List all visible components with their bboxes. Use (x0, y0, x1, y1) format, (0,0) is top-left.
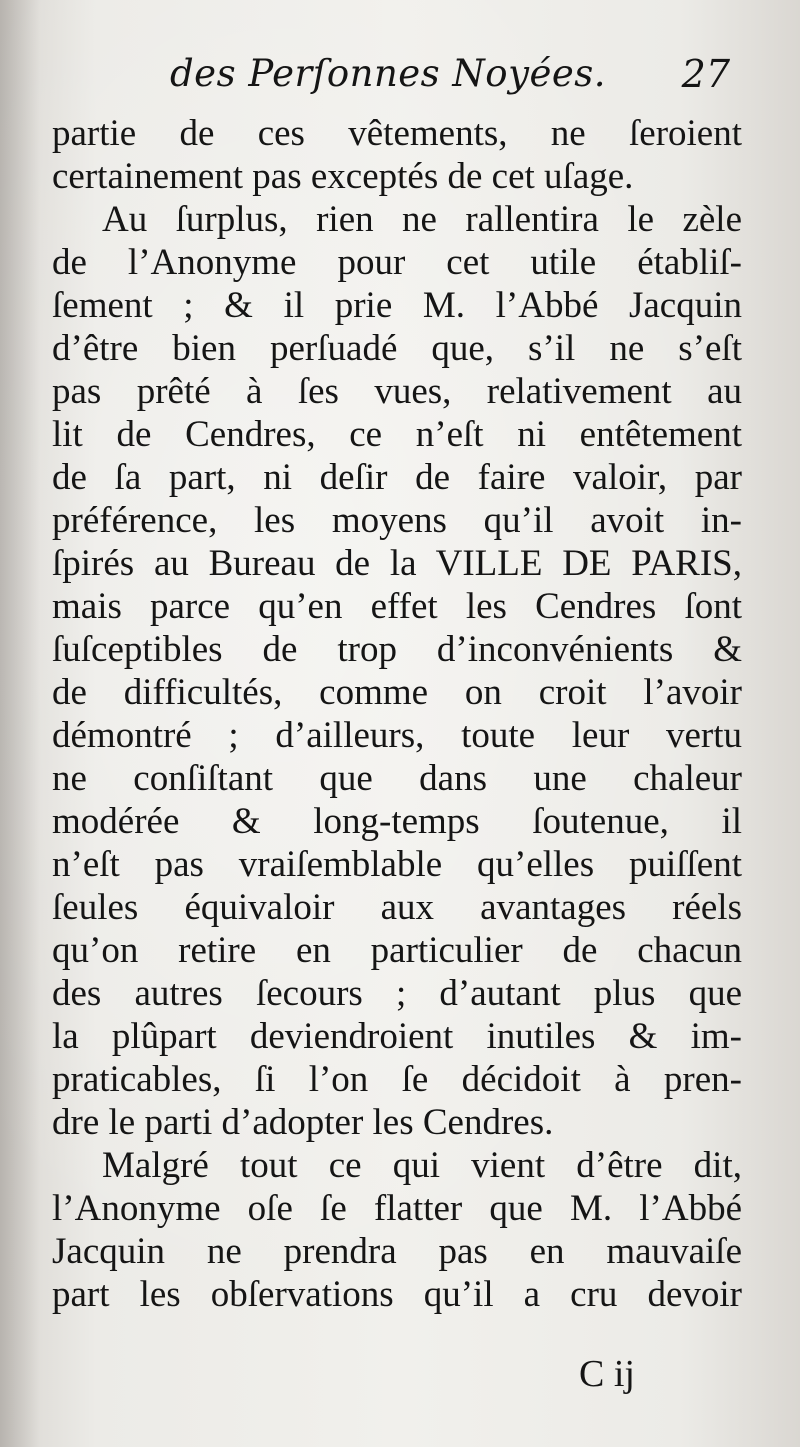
text-line: certainement pas exceptés de cet uſage. (52, 156, 634, 197)
text-line: ſeules équivaloir aux avantages réels (52, 887, 742, 928)
page-number: 27 (681, 52, 730, 96)
text-line: mais parce qu’en effet les Cendres ſont (52, 586, 742, 627)
text-line: ſuſceptibles de trop d’inconvénients & (52, 629, 742, 670)
text-line: l’Anonyme oſe ſe flatter que M. l’Abbé (52, 1188, 742, 1229)
text-line: ſpirés au Bureau de la VILLE DE PARIS, (52, 543, 742, 584)
text-line: n’eſt pas vraiſemblable qu’elles puiſſent (52, 844, 742, 885)
text-line: préférence, les moyens qu’il avoit in- (52, 500, 742, 541)
text-line: dre le parti d’adopter les Cendres. (52, 1102, 554, 1143)
signature-mark: C ij (579, 1353, 635, 1395)
gutter-shadow (0, 0, 40, 1447)
text-line: praticables, ſi l’on ſe décidoit à pren- (52, 1059, 742, 1100)
text-line: de ſa part, ni deſir de faire valoir, par (52, 457, 742, 498)
text-line: de difficultés, comme on croit l’avoir (52, 672, 742, 713)
text-line: de l’Anonyme pour cet utile établiſ- (52, 242, 742, 283)
text-line: ſement ; & il prie M. l’Abbé Jacquin (52, 285, 742, 326)
text-line: des autres ſecours ; d’autant plus que (52, 973, 742, 1014)
text-line: partie de ces vêtements, ne ſeroient (52, 113, 742, 154)
body-text (52, 112, 742, 1316)
text-line: ne conſiſtant que dans une chaleur (52, 758, 742, 799)
text-line: la plûpart deviendroient inutiles & im- (52, 1016, 742, 1057)
text-line: Malgré tout ce qui vient d’être dit, (102, 1145, 742, 1186)
running-head: des Perſonnes Noyées. (170, 52, 607, 95)
text-line: pas prêté à ſes vues, relativement au (52, 371, 742, 412)
text-line: Au ſurplus, rien ne rallentira le zèle (102, 199, 742, 240)
text-line: qu’on retire en particulier de chacun (52, 930, 742, 971)
text-line: démontré ; d’ailleurs, toute leur vertu (52, 715, 742, 756)
text-line: Jacquin ne prendra pas en mauvaiſe (52, 1231, 742, 1272)
text-line: modérée & long-temps ſoutenue, il (52, 801, 742, 842)
text-line: lit de Cendres, ce n’eſt ni entêtement (52, 414, 742, 455)
text-line: part les obſervations qu’il a cru devoir (52, 1274, 742, 1315)
page-header (170, 52, 740, 102)
text-line: d’être bien perſuadé que, s’il ne s’eſt (52, 328, 742, 369)
